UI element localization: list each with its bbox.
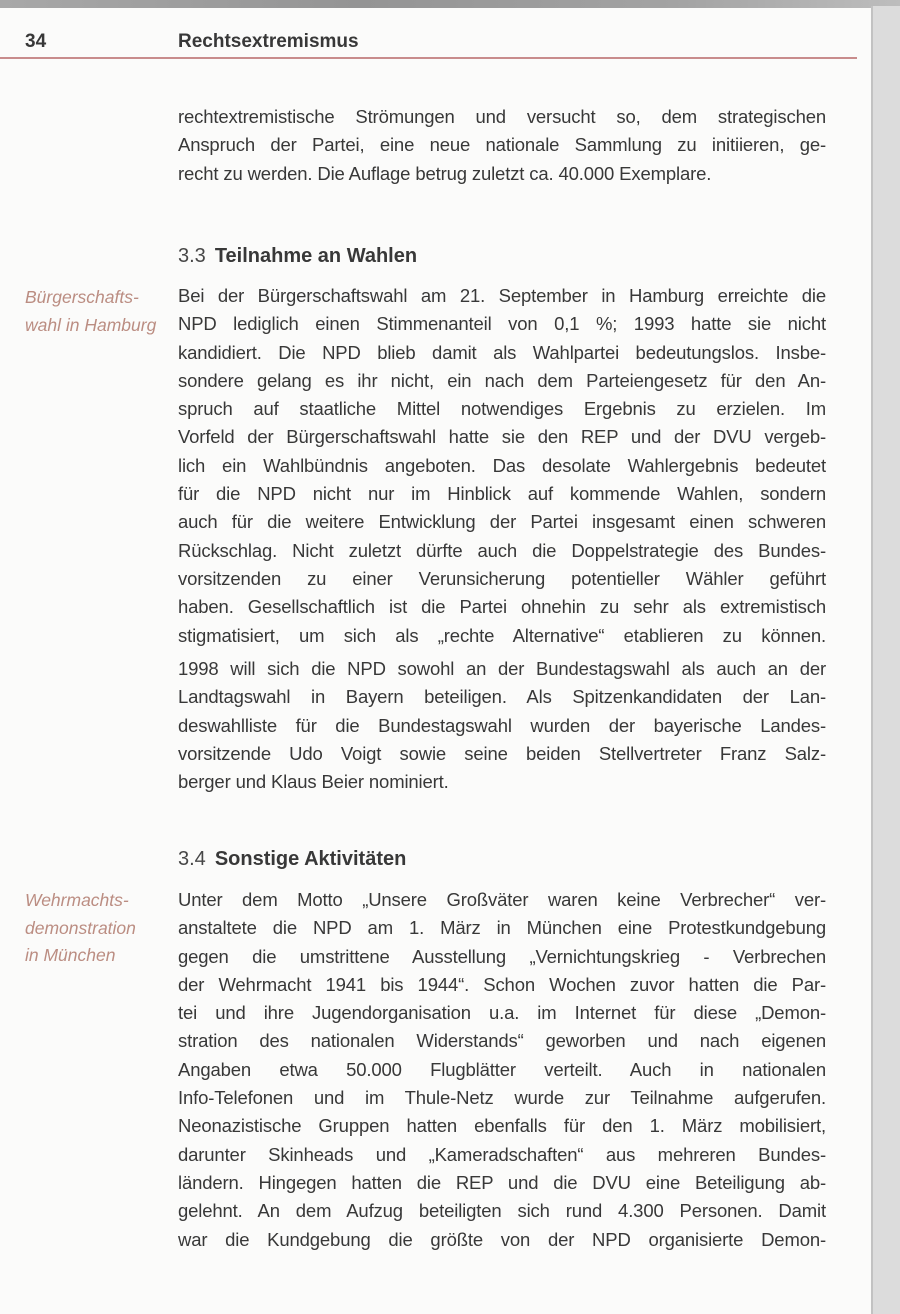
text-line: Bürgerschafts- xyxy=(25,287,139,307)
section-title: Sonstige Aktivitäten xyxy=(214,848,407,870)
section-3-3-paragraph-1 xyxy=(178,282,826,650)
text-line: Bei der Bürgerschaftswahl am 21. September in Hamburg erreichte die xyxy=(178,285,826,306)
text-line: der Wehrmacht 1941 bis 1944“. Schon Wochen zuvor hatten die Par- xyxy=(178,973,826,995)
page-right-edge-shadow xyxy=(871,6,900,1314)
text-line: stration des nationalen Widerstands“ geworben und nach eigenen xyxy=(178,1030,826,1052)
text-line: wahl in Hamburg xyxy=(25,314,157,335)
section-number: 3.4 xyxy=(178,848,206,870)
section-3-4-paragraph-1 xyxy=(178,886,826,1254)
text-line: Info-Telefonen und im Thule-Netz wurde zur Teilnahme aufgerufen. xyxy=(178,1087,826,1109)
margin-note-buergerschaftswahl xyxy=(25,284,175,339)
header-rule xyxy=(0,57,857,59)
text-line: auch für die weitere Entwicklung der Partei insgesamt einen schweren xyxy=(178,511,826,533)
margin-note-wehrmachtsdemonstration xyxy=(25,887,175,970)
text-line: für die NPD nicht nur im Hinblick auf kommende Wahlen, sondern xyxy=(178,483,826,505)
text-line: Unter dem Motto „Unsere Großväter waren keine Verbrecher“ ver- xyxy=(178,889,826,910)
text-line: in München xyxy=(25,945,116,965)
intro-paragraph xyxy=(178,103,826,188)
text-line: Rückschlag. Nicht zuletzt dürfte auch die Doppelstrategie des Bundes- xyxy=(178,539,826,561)
text-line: war die Kundgebung die größte von der NPD organisierte Demon- xyxy=(178,1228,826,1250)
text-line: gegen die umstrittene Ausstellung „Vernichtungskrieg - Verbrechen xyxy=(178,945,826,967)
section-title: Teilnahme an Wahlen xyxy=(214,245,418,267)
text-line: spruch auf staatliche Mittel notwendiges Ergebnis zu erzielen. Im xyxy=(178,398,826,420)
text-line: berger und Klaus Beier nominiert. xyxy=(178,771,449,793)
text-line: Landtagswahl in Bayern beteiligen. Als Spitzenkandidaten der Lan- xyxy=(178,686,826,708)
text-line: rechtextremistische Strömungen und versucht so, dem strategischen xyxy=(178,106,826,127)
text-line: Anspruch der Partei, eine neue nationale Sammlung zu initiieren, ge- xyxy=(178,134,826,156)
text-line: stigmatisiert, um sich als „rechte Alternative“ etablieren zu können. xyxy=(178,624,826,646)
text-line: lich ein Wahlbündnis angeboten. Das desolate Wahlergebnis bedeutet xyxy=(178,454,826,476)
text-line: recht zu werden. Die Auflage betrug zuletzt ca. 40.000 Exemplare. xyxy=(178,162,712,184)
text-line: anstaltete die NPD am 1. März in München eine Protestkundgebung xyxy=(178,917,826,939)
running-header-title: Rechtsextremismus xyxy=(178,31,359,52)
text-line: kandidiert. Die NPD blieb damit als Wahlpartei bedeutungslos. Insbe- xyxy=(178,341,826,363)
text-line: vorsitzenden zu einer Verunsicherung potentieller Wähler geführt xyxy=(178,567,826,589)
section-3-3-paragraph-2 xyxy=(178,655,826,796)
page-number: 34 xyxy=(25,31,47,52)
text-line: 1998 will sich die NPD sowohl an der Bundestagswahl als auch an der xyxy=(178,658,826,679)
text-line: sondere gelang es ihr nicht, ein nach dem Parteiengesetz für den An- xyxy=(178,369,826,391)
text-line: tei und ihre Jugendorganisation u.a. im Internet für diese „Demon- xyxy=(178,1002,826,1024)
text-line: ländern. Hingegen hatten die REP und die DVU eine Beteiligung ab- xyxy=(178,1171,826,1193)
text-line: demonstration xyxy=(25,917,136,938)
text-line: deswahlliste für die Bundestagswahl wurden der bayerische Landes- xyxy=(178,714,826,736)
text-line: darunter Skinheads und „Kameradschaften“ aus mehreren Bundes- xyxy=(178,1143,826,1165)
text-line: Vorfeld der Bürgerschaftswahl hatte sie den REP und der DVU vergeb- xyxy=(178,426,826,448)
page-top-edge-shadow xyxy=(0,0,900,8)
section-number: 3.3 xyxy=(178,245,206,267)
text-line: gelehnt. An dem Aufzug beteiligten sich rund 4.300 Personen. Damit xyxy=(178,1200,826,1222)
section-heading-3-4 xyxy=(178,848,406,871)
text-line: Wehrmachts- xyxy=(25,890,129,910)
text-line: haben. Gesellschaftlich ist die Partei ohnehin zu sehr als extremistisch xyxy=(178,596,826,618)
text-line: vorsitzende Udo Voigt sowie seine beiden Stellvertreter Franz Salz- xyxy=(178,742,826,764)
text-line: Angaben etwa 50.000 Flugblätter verteilt. Auch in nationalen xyxy=(178,1058,826,1080)
text-line: Neonazistische Gruppen hatten ebenfalls für den 1. März mobilisiert, xyxy=(178,1115,826,1137)
text-line: NPD lediglich einen Stimmenanteil von 0,1 %; 1993 hatte sie nicht xyxy=(178,313,826,335)
section-heading-3-3 xyxy=(178,245,417,268)
